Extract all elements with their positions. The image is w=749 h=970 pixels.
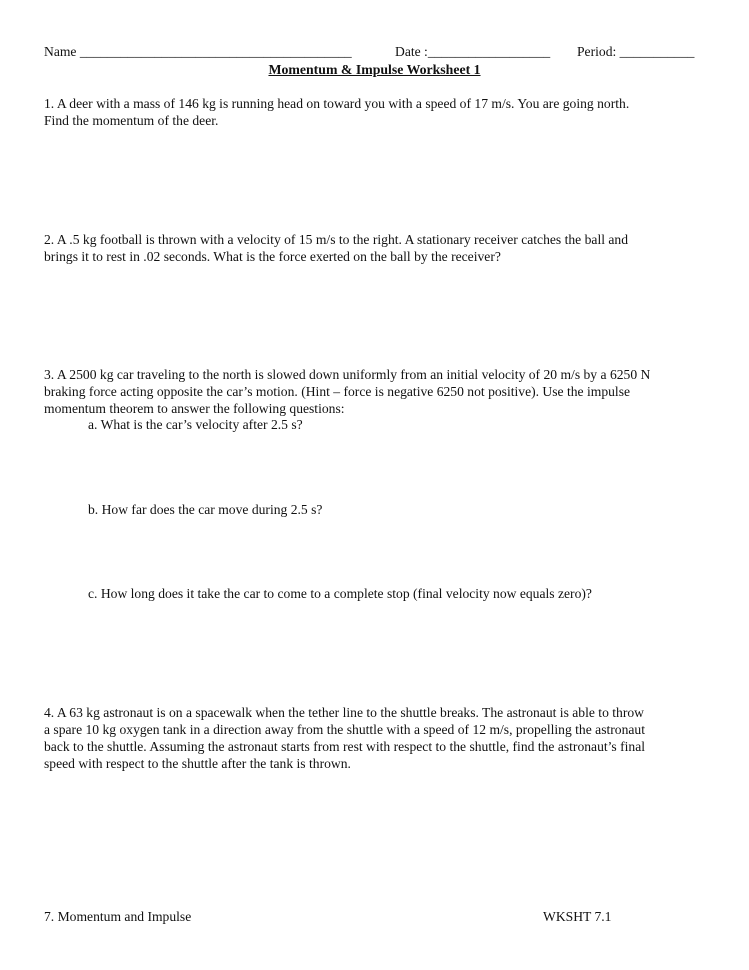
name-field-label: Name ________________________________________ xyxy=(44,44,352,59)
date-field-label: Date :__________________ xyxy=(395,44,551,59)
question-4-line-3: back to the shuttle. Assuming the astronaut starts from rest with respect to the shuttle, find the astronaut’s final xyxy=(44,739,646,754)
footer-unit-label: 7. Momentum and Impulse xyxy=(44,909,192,924)
question-3a: a. What is the car’s velocity after 2.5 s? xyxy=(88,417,303,432)
question-4-line-1: 4. A 63 kg astronaut is on a spacewalk when the tether line to the shuttle breaks. The astronaut is able to throw xyxy=(44,705,644,720)
period-field-label: Period: ___________ xyxy=(577,44,695,59)
question-3-line-2: braking force acting opposite the car’s motion. (Hint – force is negative 6250 not positive). Use the impulse xyxy=(44,384,631,399)
question-4-line-4: speed with respect to the shuttle after the tank is thrown. xyxy=(44,756,351,771)
question-1-line-2: Find the momentum of the deer. xyxy=(44,113,219,128)
question-3b: b. How far does the car move during 2.5 s? xyxy=(88,502,323,517)
question-3c: c. How long does it take the car to come to a complete stop (final velocity now equals zero)? xyxy=(88,586,592,601)
question-3-line-1: 3. A 2500 kg car traveling to the north is slowed down uniformly from an initial velocity of 20 m/s by a 6250 N xyxy=(44,367,651,382)
question-3-line-3: momentum theorem to answer the following questions: xyxy=(44,401,345,416)
question-2-line-2: brings it to rest in .02 seconds. What is the force exerted on the ball by the receiver? xyxy=(44,249,501,264)
question-2-line-1: 2. A .5 kg football is thrown with a velocity of 15 m/s to the right. A stationary receiver catches the ball and xyxy=(44,232,629,247)
worksheet-title: Momentum & Impulse Worksheet 1 xyxy=(268,62,481,77)
question-4-line-2: a spare 10 kg oxygen tank in a direction away from the shuttle with a speed of 12 m/s, propelling the astronaut xyxy=(44,722,645,737)
footer-worksheet-code: WKSHT 7.1 xyxy=(543,909,612,924)
question-1-line-1: 1. A deer with a mass of 146 kg is running head on toward you with a speed of 17 m/s. You are going north. xyxy=(44,96,630,111)
